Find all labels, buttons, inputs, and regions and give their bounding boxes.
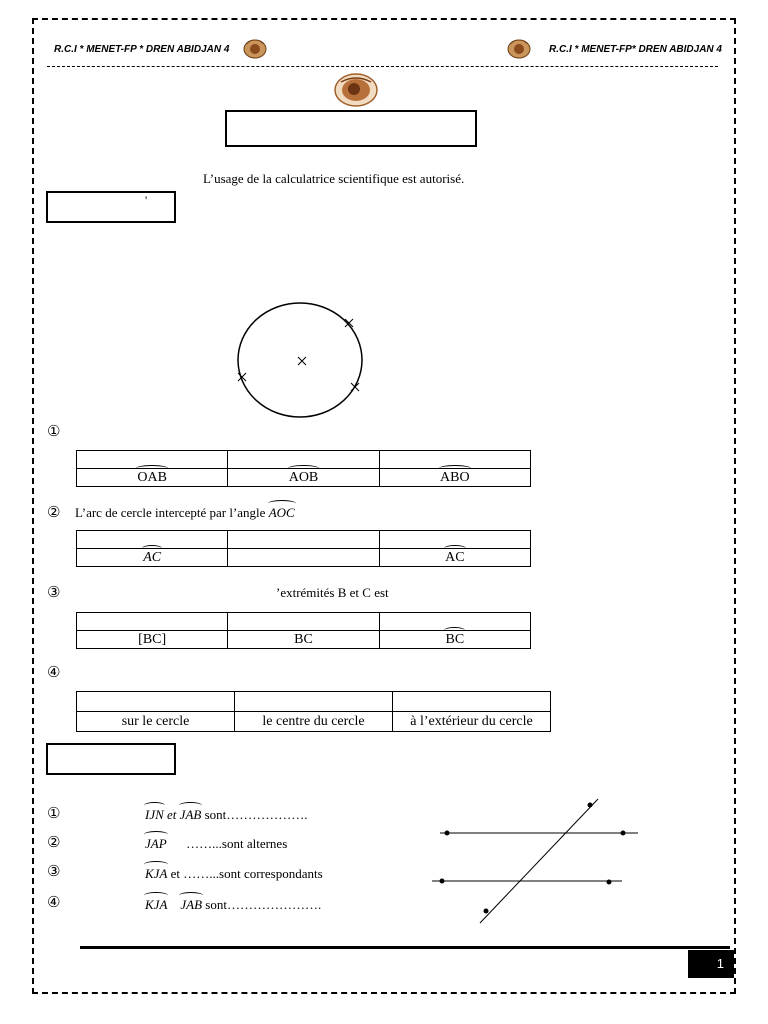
- logo-left-icon: [242, 38, 268, 60]
- p2-item1-number: ①: [47, 804, 61, 822]
- q3-option-2[interactable]: BC: [228, 631, 379, 649]
- q2-table: [76, 530, 531, 567]
- q4-option-2[interactable]: le centre du cercle: [235, 712, 393, 732]
- intro-text: L’usage de la calculatrice scientifique est autorisé.: [203, 171, 465, 186]
- p2-item2-text: JAP ……...sont alternes: [145, 836, 288, 851]
- exercise2-box: [46, 743, 176, 775]
- header-divider: [47, 66, 718, 67]
- q1-number: ①: [47, 422, 61, 440]
- p2-item2-number: ②: [47, 833, 61, 851]
- p2-item3-text: KJA et ……...sont correspondants: [145, 866, 323, 881]
- parallel-lines-figure: [428, 795, 643, 930]
- q1-table: [76, 450, 531, 487]
- header-left: R.C.I * MENET-FP * DREN ABIDJAN 4: [54, 44, 230, 55]
- q1-option-3[interactable]: ABO: [379, 469, 530, 487]
- logo-right-icon: [506, 38, 532, 60]
- q2-angle: AOC: [268, 505, 295, 520]
- q1-option-1[interactable]: OAB: [77, 469, 228, 487]
- header-right: R.C.I * MENET-FP* DREN ABIDJAN 4: [549, 44, 722, 55]
- q1-option-2[interactable]: AOB: [228, 469, 379, 487]
- emblem-icon: [333, 72, 379, 108]
- footer-rule: [80, 946, 730, 949]
- p2-item4-number: ④: [47, 893, 61, 911]
- exercise1-box-mark: ': [145, 193, 148, 207]
- q4-option-3[interactable]: à l’extérieur du cercle: [393, 712, 551, 732]
- q2-option-2[interactable]: [228, 549, 379, 567]
- q3-table: [76, 612, 531, 649]
- q3-option-3[interactable]: BC: [379, 631, 530, 649]
- q3-number: ③: [47, 583, 61, 601]
- p2-item3-number: ③: [47, 862, 61, 880]
- q3-option-1[interactable]: [BC]: [77, 631, 228, 649]
- q2-text: L’arc de cercle intercepté par l’angle AOC: [75, 505, 295, 520]
- title-box: [225, 110, 477, 147]
- q3-text: ’extrémités B et C est: [276, 585, 389, 600]
- q4-table: [76, 691, 551, 732]
- q4-number: ④: [47, 663, 61, 681]
- q2-option-3[interactable]: AC: [379, 549, 530, 567]
- p2-item4-text: KJA JAB sont………………….: [145, 897, 322, 912]
- page-number: 1: [688, 950, 734, 978]
- exercise1-box: [46, 191, 176, 223]
- circle-figure: [230, 295, 370, 425]
- q2-number: ②: [47, 503, 61, 521]
- q4-option-1[interactable]: sur le cercle: [77, 712, 235, 732]
- p2-item1-text: IJN et JAB sont……………….: [145, 807, 308, 822]
- q2-option-1[interactable]: AC: [77, 549, 228, 567]
